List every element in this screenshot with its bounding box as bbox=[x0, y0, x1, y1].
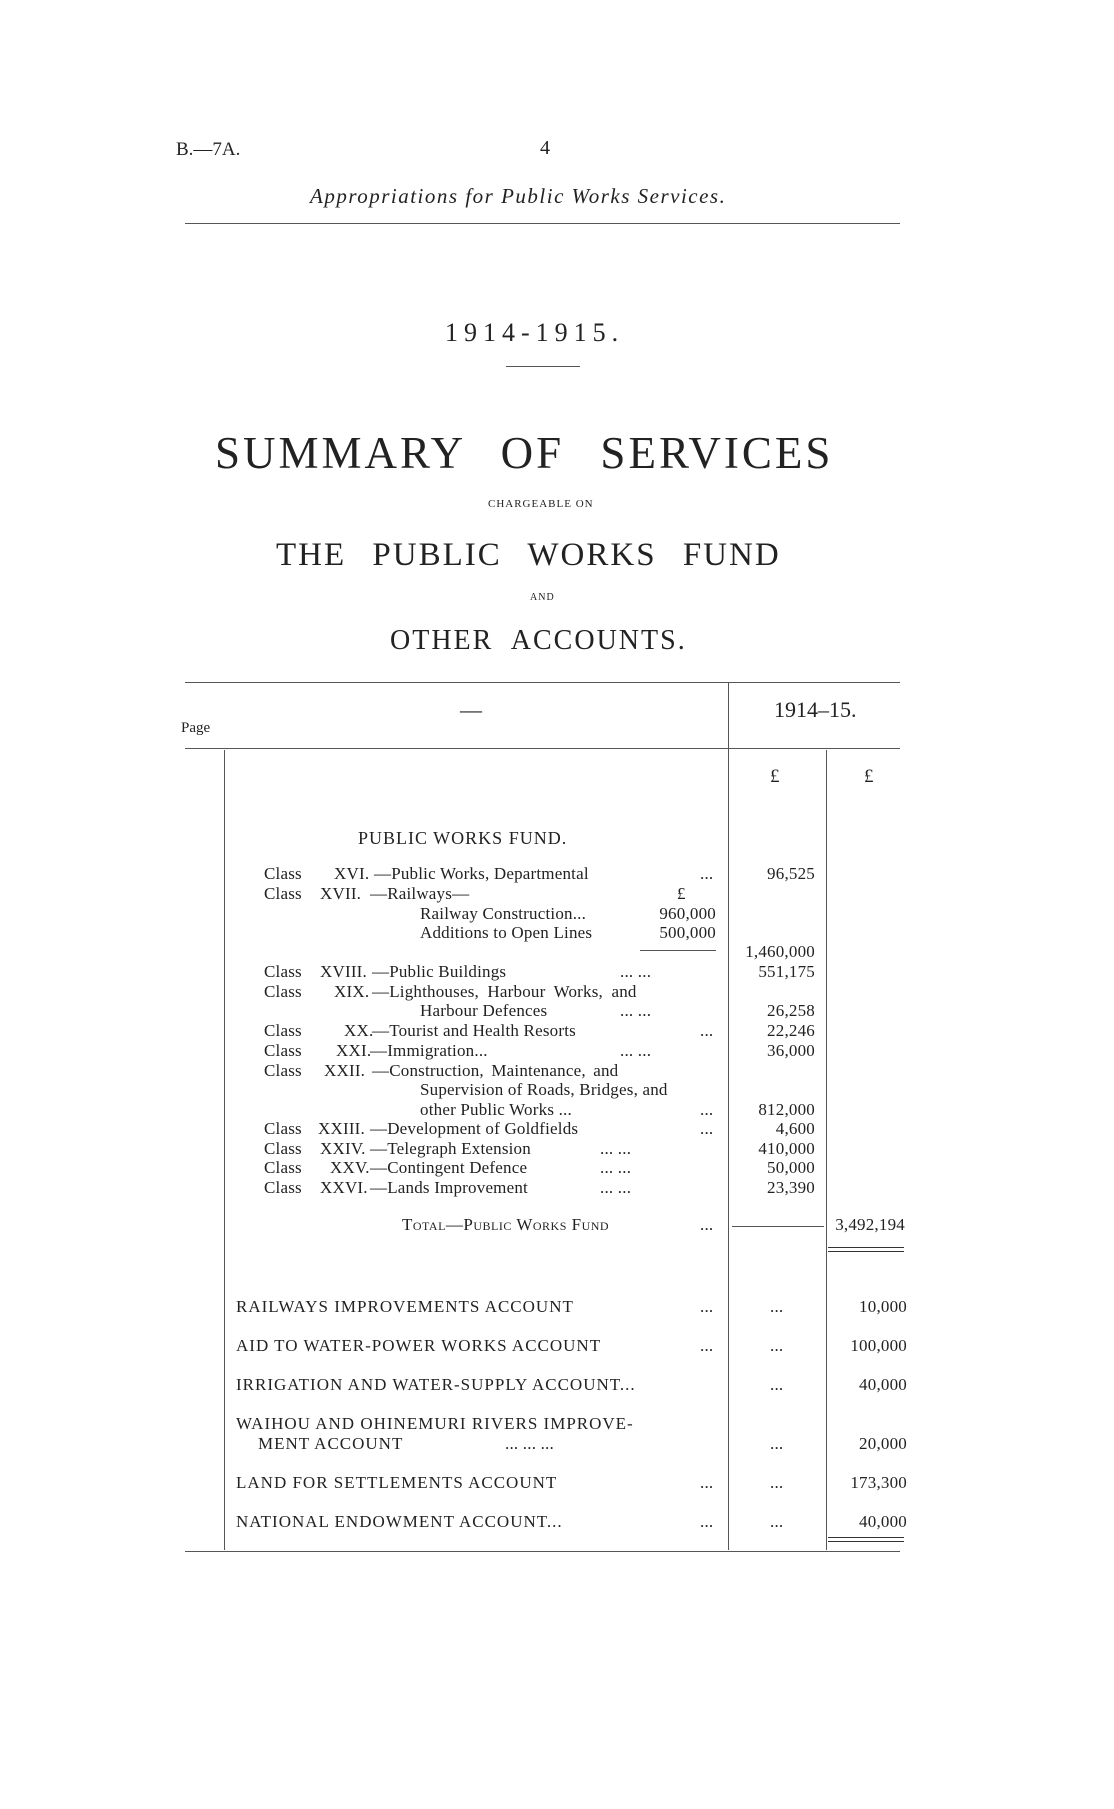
amount-value: 26,258 bbox=[767, 1001, 815, 1020]
class-description: —Telegraph Extension bbox=[370, 1139, 531, 1158]
class-label: Class bbox=[264, 1139, 302, 1158]
account-value: 20,000 bbox=[859, 1434, 907, 1453]
class-label: Class bbox=[264, 864, 302, 883]
leader-dots: ... ... bbox=[620, 1041, 652, 1060]
leader-dots: ... ... bbox=[600, 1139, 632, 1158]
account-value: 40,000 bbox=[859, 1375, 907, 1394]
account-label: WAIHOU AND OHINEMURI RIVERS IMPROVE- bbox=[236, 1414, 634, 1433]
class-number: XXIII. bbox=[318, 1119, 365, 1138]
mid-dots: ... bbox=[770, 1297, 784, 1316]
leader-dots: ... bbox=[700, 1100, 714, 1119]
class-number: XXII. bbox=[324, 1061, 366, 1080]
page-number: 4 bbox=[540, 137, 550, 159]
class-number: XIX. bbox=[334, 982, 370, 1001]
year-rule bbox=[506, 366, 580, 367]
mid-dots: ... bbox=[770, 1473, 784, 1492]
account-label: RAILWAYS IMPROVEMENTS ACCOUNT bbox=[236, 1297, 574, 1316]
amount-value: 812,000 bbox=[758, 1100, 815, 1119]
amount-value: 50,000 bbox=[767, 1158, 815, 1177]
account-value: 10,000 bbox=[859, 1297, 907, 1316]
final-double-rule-2 bbox=[828, 1541, 904, 1542]
final-double-rule-1 bbox=[828, 1537, 904, 1538]
leader-dots: ... bbox=[700, 1336, 714, 1355]
description-column-divider bbox=[728, 682, 729, 1550]
total-rule-mid bbox=[732, 1226, 824, 1227]
class-description: —Railways— bbox=[370, 884, 470, 903]
amount-value: 4,600 bbox=[775, 1119, 815, 1138]
class-label: Class bbox=[264, 1041, 302, 1060]
section-title: PUBLIC WORKS FUND. bbox=[358, 828, 568, 848]
leader-dots: ... ... bbox=[620, 962, 652, 981]
account-value: 173,300 bbox=[850, 1473, 907, 1492]
account-label-continued: MENT ACCOUNT bbox=[258, 1434, 404, 1453]
amount-value: 410,000 bbox=[758, 1139, 815, 1158]
amount-value: 22,246 bbox=[767, 1021, 815, 1040]
class-description: —Public Works, Departmental bbox=[374, 864, 589, 883]
mid-dots: ... bbox=[770, 1375, 784, 1394]
class-description: —Lands Improvement bbox=[370, 1178, 528, 1197]
page-column-header: Page bbox=[181, 720, 211, 736]
leader-dots: ... bbox=[700, 1512, 714, 1531]
document-reference: B.—7A. bbox=[176, 139, 241, 160]
page-column-divider bbox=[224, 750, 225, 1550]
mid-dots: ... bbox=[770, 1336, 784, 1355]
year-title: 1914-1915. bbox=[445, 318, 625, 347]
class-description: —Lighthouses, Harbour Works, and bbox=[372, 982, 637, 1001]
and-label: AND bbox=[530, 592, 555, 603]
account-value: 100,000 bbox=[850, 1336, 907, 1355]
class-description: —Contingent Defence bbox=[370, 1158, 528, 1177]
subtotal-value: 1,460,000 bbox=[745, 942, 815, 961]
class-description: —Tourist and Health Resorts bbox=[372, 1021, 576, 1040]
mid-dots: ... bbox=[770, 1512, 784, 1531]
leader-dots: ... ... bbox=[600, 1158, 632, 1177]
class-number: XVI. bbox=[334, 864, 370, 883]
chargeable-on-label: CHARGEABLE ON bbox=[488, 498, 594, 510]
class-number: XXIV. bbox=[320, 1139, 366, 1158]
leader-dots: ... ... bbox=[620, 1001, 652, 1020]
amount-value: 96,525 bbox=[767, 864, 815, 883]
total-value: 3,492,194 bbox=[835, 1215, 905, 1234]
class-description: —Immigration... bbox=[370, 1041, 488, 1060]
amount-value: 23,390 bbox=[767, 1178, 815, 1197]
year-column-header: 1914–15. bbox=[774, 697, 857, 722]
class-label: Class bbox=[264, 1119, 302, 1138]
class-number: XXI. bbox=[336, 1041, 372, 1060]
class-label: Class bbox=[264, 982, 302, 1001]
total-label: Total—Public Works Fund bbox=[402, 1215, 610, 1234]
currency-symbol-1: £ bbox=[770, 766, 780, 787]
total-double-rule-1 bbox=[828, 1247, 904, 1248]
account-label: AID TO WATER-POWER WORKS ACCOUNT bbox=[236, 1336, 602, 1355]
sub-currency-symbol: £ bbox=[677, 884, 686, 903]
class-description-continued: Harbour Defences bbox=[420, 1001, 548, 1020]
account-label: LAND FOR SETTLEMENTS ACCOUNT bbox=[236, 1473, 558, 1492]
sub-item-amount: 960,000 bbox=[659, 904, 716, 923]
header-rule bbox=[185, 223, 900, 224]
other-title: OTHER ACCOUNTS. bbox=[390, 625, 687, 656]
leader-dots: ... bbox=[700, 1021, 714, 1040]
leader-dots: ... ... bbox=[600, 1178, 632, 1197]
amount-value: 551,175 bbox=[758, 962, 815, 981]
class-label: Class bbox=[264, 962, 302, 981]
sub-item-amount: 500,000 bbox=[659, 923, 716, 942]
account-label: IRRIGATION AND WATER-SUPPLY ACCOUNT... bbox=[236, 1375, 636, 1394]
class-description-continued: Supervision of Roads, Bridges, and bbox=[420, 1080, 668, 1099]
class-description: —Construction, Maintenance, and bbox=[372, 1061, 619, 1080]
class-label: Class bbox=[264, 884, 302, 903]
leader-dots: ... bbox=[700, 1119, 714, 1138]
class-description-continued: other Public Works ... bbox=[420, 1100, 572, 1119]
subtotal-rule bbox=[640, 950, 716, 951]
amount-value: 36,000 bbox=[767, 1041, 815, 1060]
class-label: Class bbox=[264, 1178, 302, 1197]
account-value: 40,000 bbox=[859, 1512, 907, 1531]
leader-dots: ... bbox=[700, 1473, 714, 1492]
sub-item-label: Additions to Open Lines bbox=[420, 923, 593, 942]
table-top-rule bbox=[185, 682, 900, 683]
header-bottom-rule bbox=[185, 748, 900, 749]
class-label: Class bbox=[264, 1061, 302, 1080]
class-label: Class bbox=[264, 1021, 302, 1040]
running-title: Appropriations for Public Works Services. bbox=[310, 184, 727, 208]
class-number: XVIII. bbox=[320, 962, 367, 981]
total-leader-dots: ... bbox=[700, 1215, 714, 1234]
mid-dots: ... bbox=[770, 1434, 784, 1453]
amount-column-divider bbox=[826, 750, 827, 1550]
currency-symbol-2: £ bbox=[864, 766, 874, 787]
class-description: —Public Buildings bbox=[372, 962, 507, 981]
description-column-header: — bbox=[460, 697, 482, 722]
leader-dots: ... bbox=[700, 1297, 714, 1316]
main-title: SUMMARY OF SERVICES bbox=[215, 428, 834, 478]
class-number: XXVI. bbox=[320, 1178, 368, 1197]
class-number: XX. bbox=[344, 1021, 374, 1040]
total-double-rule-2 bbox=[828, 1251, 904, 1252]
fund-title: THE PUBLIC WORKS FUND bbox=[276, 537, 781, 573]
class-number: XVII. bbox=[320, 884, 362, 903]
leader-dots: ... bbox=[700, 864, 714, 883]
table-bottom-rule bbox=[185, 1551, 900, 1552]
account-label: NATIONAL ENDOWMENT ACCOUNT... bbox=[236, 1512, 563, 1531]
class-number: XXV. bbox=[330, 1158, 370, 1177]
leader-dots: ... ... ... bbox=[505, 1434, 554, 1453]
class-label: Class bbox=[264, 1158, 302, 1177]
sub-item-label: Railway Construction... bbox=[420, 904, 587, 923]
class-description: —Development of Goldfields bbox=[370, 1119, 579, 1138]
